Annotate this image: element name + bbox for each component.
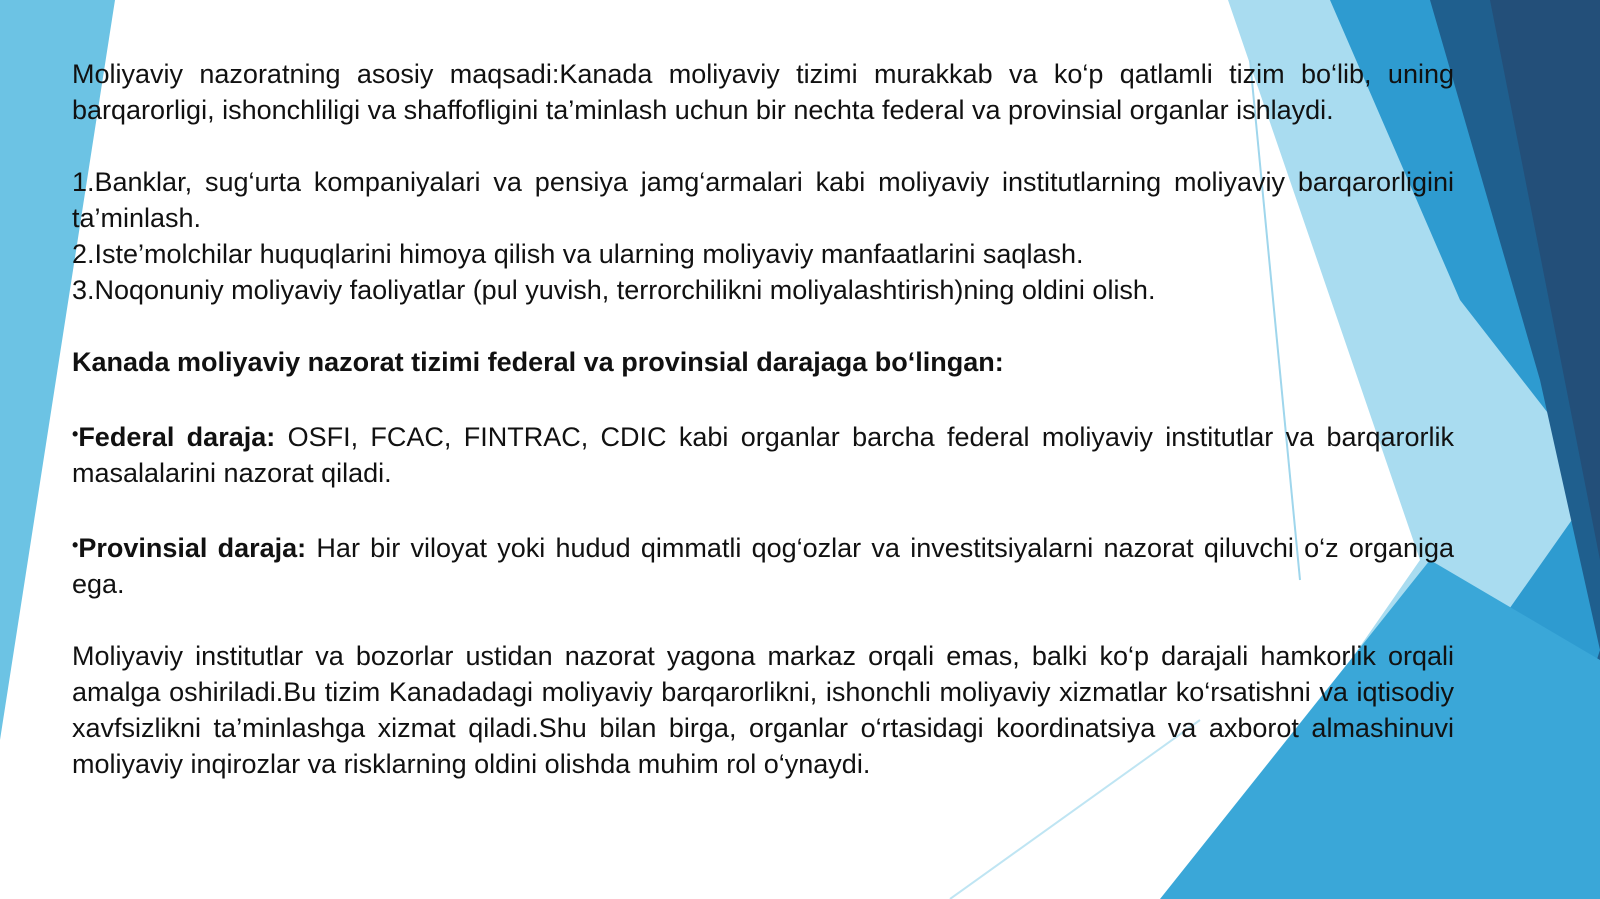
goal-item: 2.Iste’molchilar huquqlarini himoya qilish va ularning moliyaviy manfaatlarini saqlash. xyxy=(72,239,1084,269)
level-item-federal xyxy=(72,416,1454,491)
spacer xyxy=(72,602,1454,638)
spacer xyxy=(72,308,1454,344)
goal-item: 3.Noqonuniy moliyaviy faoliyatlar (pul yuvish, terrorchilikni moliyalashtirish)ning oldini olish. xyxy=(72,275,1156,305)
level-label: Provinsial daraja: xyxy=(78,533,307,563)
spacer xyxy=(72,491,1454,527)
goal-item: 1.Banklar, sug‘urta kompaniyalari va pensiya jamg‘armalari kabi moliyaviy institutlarning moliyaviy barqarorligini ta’minlash. xyxy=(72,167,1454,233)
level-text: Har bir viloyat yoki hudud qimmatli qog‘ozlar va investitsiyalarni nazorat qiluvchi o‘z organiga ega. xyxy=(72,533,1454,599)
level-label: Federal daraja: xyxy=(78,422,276,452)
bullet-icon: • xyxy=(72,424,79,444)
structure-heading: Kanada moliyaviy nazorat tizimi federal va provinsial darajaga bo‘lingan: xyxy=(72,347,1004,377)
intro-paragraph: Moliyaviy nazoratning asosiy maqsadi:Kanada moliyaviy tizimi murakkab va ko‘p qatlamli tizim bo‘lib, uning barqarorligi, ishonchliligi va shaffofligini ta’minlash uchun bir nechta federal va provinsial organlar ishlaydi. xyxy=(72,59,1454,125)
spacer xyxy=(72,128,1454,164)
slide-text-body xyxy=(72,56,1454,782)
bullet-icon: • xyxy=(72,535,79,555)
conclusion-paragraph: Moliyaviy institutlar va bozorlar ustidan nazorat yagona markaz orqali emas, balki ko‘p darajali hamkorlik orqali amalga oshiriladi.Bu tizim Kanadadagi moliyaviy barqarorlikni, ishonchli moliyaviy xizmatlar ko‘rsatishni va iqtisodiy xavfsizlikni ta’minlashga xizmat qiladi.Shu bilan birga, organlar o‘rtasidagi koordinatsiya va axborot almashinuvi moliyaviy inqirozlar va risklarning oldini olishda muhim rol o‘ynaydi. xyxy=(72,641,1454,779)
level-item-provincial xyxy=(72,527,1454,602)
level-text: OSFI, FCAC, FINTRAC, CDIC kabi organlar barcha federal moliyaviy institutlar va barqarorlik masalalarini nazorat qiladi. xyxy=(72,422,1455,488)
spacer xyxy=(72,380,1454,416)
